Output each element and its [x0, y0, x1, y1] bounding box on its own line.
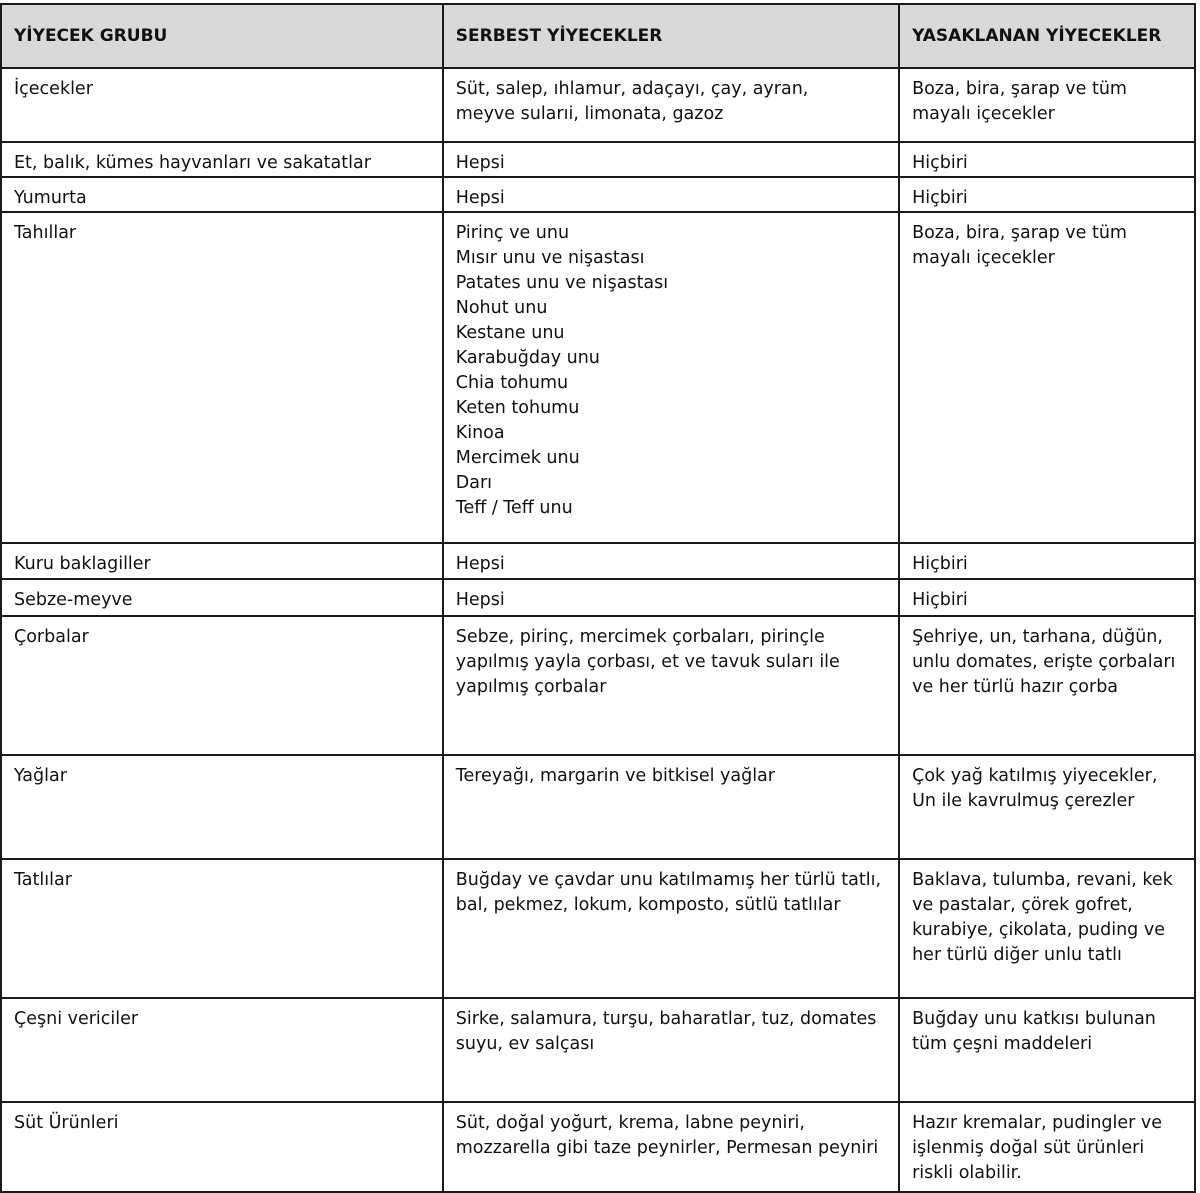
- list-item: Karabuğday unu: [455, 348, 600, 368]
- food-group-cell: Yağlar: [1, 755, 443, 859]
- forbidden-foods-cell: Şehriye, un, tarhana, düğün, unlu domates, erişte çorbaları ve her türlü hazır çorba: [899, 616, 1195, 755]
- list-item: Chia tohumu: [455, 373, 569, 393]
- forbidden-foods-cell: Hiçbiri: [899, 543, 1195, 579]
- food-group-cell: Süt Ürünleri: [1, 1102, 443, 1192]
- table-row: [1, 998, 1195, 1102]
- allowed-foods-cell: [443, 68, 899, 142]
- allowed-foods-cell: Buğday ve çavdar unu katılmamış her türlü tatlı, bal, pekmez, lokum, komposto, sütlü tatlılar: [443, 859, 899, 998]
- food-group-cell: Yumurta: [1, 177, 443, 212]
- allowed-foods-cell: Sirke, salamura, turşu, baharatlar, tuz, domates suyu, ev salçası: [443, 998, 899, 1102]
- list-item: Kestane unu: [455, 323, 565, 343]
- list-item: Patates unu ve nişastası: [455, 273, 669, 293]
- list-item: Mısır unu ve nişastası: [455, 248, 645, 268]
- forbidden-foods-cell: Hiçbiri: [899, 177, 1195, 212]
- forbidden-foods-cell: Boza, bira, şarap ve tüm mayalı içecekler: [899, 68, 1195, 142]
- forbidden-foods-cell: Buğday unu katkısı bulunan tüm çeşni maddeleri: [899, 998, 1195, 1102]
- food-group-cell: Tatlılar: [1, 859, 443, 998]
- header-forbidden-foods: YASAKLANAN YİYECEKLER: [899, 4, 1195, 68]
- list-item: Kinoa: [455, 423, 505, 443]
- list-item: Mercimek unu: [455, 448, 580, 468]
- header-row: [1, 4, 1195, 68]
- list-item: Nohut unu: [455, 298, 548, 318]
- allowed-foods-cell: Hepsi: [443, 579, 899, 616]
- list-item: Darı: [455, 473, 493, 493]
- table-row: [1, 616, 1195, 755]
- forbidden-foods-cell: Boza, bira, şarap ve tüm mayalı içecekler: [899, 212, 1195, 543]
- food-group-cell: Kuru baklagiller: [1, 543, 443, 579]
- table-row: [1, 543, 1195, 579]
- list-item: Teff / Teff unu: [455, 498, 573, 518]
- header-allowed-foods: SERBEST YİYECEKLER: [443, 4, 899, 68]
- table-row: [1, 68, 1195, 142]
- forbidden-foods-cell: Hiçbiri: [899, 142, 1195, 177]
- allowed-foods-cell: Süt, doğal yoğurt, krema, labne peyniri, mozzarella gibi taze peynirler, Permesan peyniri: [443, 1102, 899, 1192]
- forbidden-foods-cell: Hiçbiri: [899, 579, 1195, 616]
- food-group-cell: Çorbalar: [1, 616, 443, 755]
- table-row: [1, 1102, 1195, 1192]
- table-row: [1, 755, 1195, 859]
- food-groups-table: [0, 3, 1196, 1193]
- food-group-cell: Tahıllar: [1, 212, 443, 543]
- allowed-foods-cell: Tereyağı, margarin ve bitkisel yağlar: [443, 755, 899, 859]
- header-food-group: YİYECEK GRUBU: [1, 4, 443, 68]
- table-row: [1, 142, 1195, 177]
- list-item: Keten tohumu: [455, 398, 580, 418]
- forbidden-foods-cell: Hazır kremalar, pudingler ve işlenmiş doğal süt ürünleri riskli olabilir.: [899, 1102, 1195, 1192]
- food-group-cell: Et, balık, kümes hayvanları ve sakatatlar: [1, 142, 443, 177]
- table-row: [1, 859, 1195, 998]
- table-row: [1, 177, 1195, 212]
- food-group-cell: Çeşni vericiler: [1, 998, 443, 1102]
- table-row: [1, 579, 1195, 616]
- allowed-foods-cell: [443, 212, 899, 543]
- list-item: Pirinç ve unu: [455, 223, 570, 243]
- allowed-text: Süt, salep, ıhlamur, adaçayı, çay, ayran, meyve sularıi, limonata, gazoz: [455, 79, 809, 124]
- allowed-foods-cell: Hepsi: [443, 177, 899, 212]
- allowed-foods-cell: Hepsi: [443, 543, 899, 579]
- allowed-foods-cell: Sebze, pirinç, mercimek çorbaları, pirinçle yapılmış yayla çorbası, et ve tavuk suları ile yapılmış çorbalar: [443, 616, 899, 755]
- forbidden-foods-cell: Çok yağ katılmış yiyecekler, Un ile kavrulmuş çerezler: [899, 755, 1195, 859]
- forbidden-foods-cell: Baklava, tulumba, revani, kek ve pastalar, çörek gofret, kurabiye, çikolata, puding ve her türlü diğer unlu tatlı: [899, 859, 1195, 998]
- table-row: [1, 212, 1195, 543]
- food-group-cell: Sebze-meyve: [1, 579, 443, 616]
- allowed-foods-cell: Hepsi: [443, 142, 899, 177]
- food-group-cell: İçecekler: [1, 68, 443, 142]
